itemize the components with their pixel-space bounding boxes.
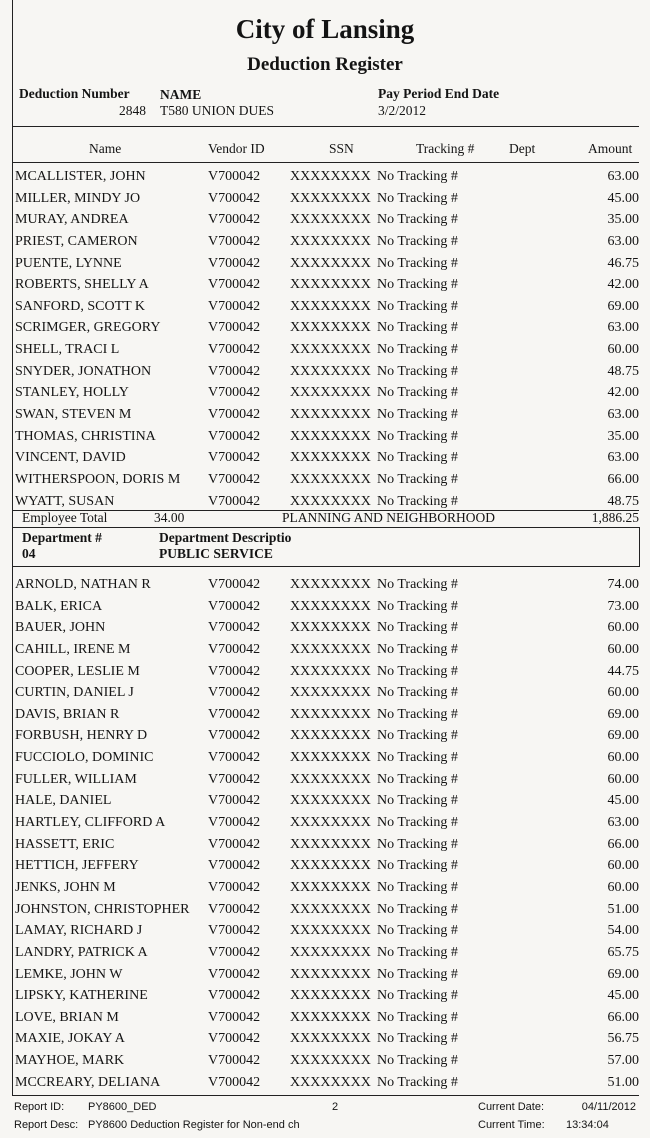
table-row <box>14 920 639 942</box>
table-row <box>14 574 639 596</box>
deduction-amount: 51.00 <box>607 901 639 917</box>
deduction-amount: 45.00 <box>607 190 639 206</box>
ssn-masked: XXXXXXXX <box>290 169 371 184</box>
employee-name: CAHILL, IRENE M <box>15 641 131 657</box>
vendor-id: V700042 <box>208 169 261 184</box>
tracking-number: No Tracking # <box>377 1031 458 1047</box>
tracking-number: No Tracking # <box>377 190 458 206</box>
ssn-masked: XXXXXXXX <box>290 577 371 592</box>
tracking-number: No Tracking # <box>377 901 458 917</box>
employee-name: ROBERTS, SHELLY A <box>15 277 149 293</box>
employee-name: MCALLISTER, JOHN <box>15 169 146 184</box>
table-row <box>14 1007 639 1029</box>
deduction-amount: 66.00 <box>607 836 639 852</box>
deduction-amount: 45.00 <box>607 793 639 809</box>
deduction-amount: 63.00 <box>607 450 639 466</box>
vendor-id: V700042 <box>208 858 261 874</box>
tracking-number: No Tracking # <box>377 577 458 592</box>
report-id-label: Report ID: <box>14 1101 65 1113</box>
current-time: 13:34:04 <box>566 1119 609 1131</box>
ssn-masked: XXXXXXXX <box>290 1074 371 1090</box>
tracking-number: No Tracking # <box>377 858 458 874</box>
ssn-masked: XXXXXXXX <box>290 966 371 982</box>
tracking-number: No Tracking # <box>377 1053 458 1069</box>
table-row <box>14 469 639 491</box>
tracking-number: No Tracking # <box>377 728 458 744</box>
ssn-masked: XXXXXXXX <box>290 685 371 701</box>
vendor-id: V700042 <box>208 233 261 249</box>
employee-name: LEMKE, JOHN W <box>15 966 123 982</box>
deduction-amount: 63.00 <box>607 320 639 336</box>
employee-name: SANFORD, SCOTT K <box>15 298 146 314</box>
employee-name: JOHNSTON, CHRISTOPHER <box>15 901 190 917</box>
col-header-amount: Amount <box>588 141 633 156</box>
column-header-rule <box>12 162 639 163</box>
table-row <box>14 899 639 921</box>
table-row <box>14 747 639 769</box>
tracking-number: No Tracking # <box>377 706 458 722</box>
tracking-number: No Tracking # <box>377 685 458 701</box>
ssn-masked: XXXXXXXX <box>290 706 371 722</box>
ssn-masked: XXXXXXXX <box>290 407 371 423</box>
table-row <box>14 1050 639 1072</box>
deduction-amount: 66.00 <box>607 1009 639 1025</box>
vendor-id: V700042 <box>208 277 261 293</box>
tracking-number: No Tracking # <box>377 407 458 423</box>
tracking-number: No Tracking # <box>377 620 458 636</box>
ssn-masked: XXXXXXXX <box>290 879 371 895</box>
employee-name: JENKS, JOHN M <box>15 879 116 895</box>
deduction-amount: 60.00 <box>607 750 639 766</box>
table-row <box>14 725 639 747</box>
employee-name: PUENTE, LYNNE <box>15 255 122 271</box>
ssn-masked: XXXXXXXX <box>290 641 371 657</box>
table-row <box>14 639 639 661</box>
employee-name: HALE, DANIEL <box>15 793 112 809</box>
tracking-number: No Tracking # <box>377 342 458 358</box>
left-margin-rule <box>12 0 13 1095</box>
vendor-id: V700042 <box>208 901 261 917</box>
vendor-id: V700042 <box>208 493 261 509</box>
employee-name: FORBUSH, HENRY D <box>15 728 148 744</box>
table-row <box>14 447 639 469</box>
employee-name: MURAY, ANDREA <box>15 212 129 228</box>
employee-name: CURTIN, DANIEL J <box>15 685 134 701</box>
vendor-id: V700042 <box>208 944 261 960</box>
table-row <box>14 361 639 383</box>
employee-name: LAMAY, RICHARD J <box>15 923 143 939</box>
tracking-number: No Tracking # <box>377 966 458 982</box>
ssn-masked: XXXXXXXX <box>290 190 371 206</box>
deduction-amount: 57.00 <box>607 1053 639 1069</box>
vendor-id: V700042 <box>208 320 261 336</box>
report-desc: PY8600 Deduction Register for Non-end ch <box>88 1119 300 1131</box>
deduction-amount: 54.00 <box>607 923 639 939</box>
tracking-number: No Tracking # <box>377 923 458 939</box>
table-row <box>14 855 639 877</box>
deduction-amount: 60.00 <box>607 620 639 636</box>
ssn-masked: XXXXXXXX <box>290 1009 371 1025</box>
tracking-number: No Tracking # <box>377 663 458 679</box>
deduction-amount: 65.75 <box>607 944 639 960</box>
employee-name: BAUER, JOHN <box>15 620 106 636</box>
vendor-id: V700042 <box>208 1074 261 1090</box>
department-box-right-rule <box>639 527 640 567</box>
tracking-number: No Tracking # <box>377 750 458 766</box>
employee-name: MAXIE, JOKAY A <box>15 1031 125 1047</box>
deduction-amount: 63.00 <box>607 169 639 184</box>
employee-name: PRIEST, CAMERON <box>15 233 138 249</box>
tracking-number: No Tracking # <box>377 363 458 379</box>
ssn-masked: XXXXXXXX <box>290 923 371 939</box>
pay-period-date: 3/2/2012 <box>378 103 427 118</box>
deduction-amount: 60.00 <box>607 858 639 874</box>
table-row <box>14 769 639 791</box>
table-row <box>14 942 639 964</box>
vendor-id: V700042 <box>208 641 261 657</box>
ssn-masked: XXXXXXXX <box>290 1053 371 1069</box>
vendor-id: V700042 <box>208 428 261 444</box>
employee-name: WYATT, SUSAN <box>15 493 115 509</box>
table-row <box>14 964 639 986</box>
vendor-id: V700042 <box>208 1031 261 1047</box>
deduction-amount: 63.00 <box>607 407 639 423</box>
col-header-vendor-id: Vendor ID <box>208 141 265 156</box>
table-row <box>14 426 639 448</box>
employee-name: FUCCIOLO, DOMINIC <box>15 750 154 766</box>
deduction-amount: 60.00 <box>607 771 639 787</box>
ssn-masked: XXXXXXXX <box>290 771 371 787</box>
vendor-id: V700042 <box>208 471 261 487</box>
ssn-masked: XXXXXXXX <box>290 728 371 744</box>
employee-name: DAVIS, BRIAN R <box>15 706 120 722</box>
vendor-id: V700042 <box>208 190 261 206</box>
table-row <box>14 404 639 426</box>
employee-name: ARNOLD, NATHAN R <box>15 577 151 592</box>
deduction-amount: 74.00 <box>607 577 639 592</box>
table-row <box>14 790 639 812</box>
employee-name: SWAN, STEVEN M <box>15 407 132 423</box>
employee-name: MILLER, MINDY JO <box>15 190 141 206</box>
col-header-dept: Dept <box>509 141 536 156</box>
ssn-masked: XXXXXXXX <box>290 233 371 249</box>
ssn-masked: XXXXXXXX <box>290 342 371 358</box>
tracking-number: No Tracking # <box>377 212 458 228</box>
employee-total-label: Employee Total <box>22 510 108 525</box>
deduction-amount: 51.00 <box>607 1074 639 1090</box>
table-row <box>14 617 639 639</box>
deduction-amount: 69.00 <box>607 298 639 314</box>
vendor-id: V700042 <box>208 966 261 982</box>
employee-total-count: 34.00 <box>154 510 185 525</box>
vendor-id: V700042 <box>208 577 261 592</box>
vendor-id: V700042 <box>208 407 261 423</box>
deduction-amount: 56.75 <box>607 1031 639 1047</box>
report-desc-label: Report Desc: <box>14 1119 79 1131</box>
table-row <box>14 682 639 704</box>
vendor-id: V700042 <box>208 793 261 809</box>
report-title: City of Lansing <box>235 14 415 44</box>
ssn-masked: XXXXXXXX <box>290 620 371 636</box>
department-description-label: Department Descriptio <box>159 530 292 545</box>
department-number-label: Department # <box>22 530 102 545</box>
vendor-id: V700042 <box>208 815 261 831</box>
ssn-masked: XXXXXXXX <box>290 1031 371 1047</box>
vendor-id: V700042 <box>208 1009 261 1025</box>
vendor-id: V700042 <box>208 255 261 271</box>
employee-name: HARTLEY, CLIFFORD A <box>15 815 166 831</box>
employee-name: LIPSKY, KATHERINE <box>15 988 148 1004</box>
employee-total-amount: 1,886.25 <box>591 510 639 525</box>
tracking-number: No Tracking # <box>377 836 458 852</box>
department-description: PUBLIC SERVICE <box>159 546 273 561</box>
tracking-number: No Tracking # <box>377 1074 458 1090</box>
table-row <box>14 812 639 834</box>
ssn-masked: XXXXXXXX <box>290 471 371 487</box>
table-row <box>14 704 639 726</box>
vendor-id: V700042 <box>208 750 261 766</box>
col-header-tracking: Tracking # <box>416 141 475 156</box>
table-row <box>14 209 639 231</box>
ssn-masked: XXXXXXXX <box>290 598 371 614</box>
ssn-masked: XXXXXXXX <box>290 858 371 874</box>
employee-name: FULLER, WILLIAM <box>15 771 137 787</box>
deduction-name: T580 UNION DUES <box>160 103 274 118</box>
table-row <box>14 166 639 188</box>
deduction-amount: 60.00 <box>607 342 639 358</box>
vendor-id: V700042 <box>208 988 261 1004</box>
deduction-table-group-2 <box>14 574 639 1093</box>
vendor-id: V700042 <box>208 836 261 852</box>
deduction-amount: 69.00 <box>607 966 639 982</box>
deduction-amount: 48.75 <box>607 493 639 509</box>
table-row <box>14 188 639 210</box>
employee-name: HETTICH, JEFFERY <box>15 858 139 874</box>
vendor-id: V700042 <box>208 706 261 722</box>
deduction-amount: 66.00 <box>607 471 639 487</box>
tracking-number: No Tracking # <box>377 793 458 809</box>
vendor-id: V700042 <box>208 385 261 401</box>
deduction-amount: 42.00 <box>607 277 639 293</box>
employee-name: VINCENT, DAVID <box>15 450 126 466</box>
deduction-amount: 44.75 <box>607 663 639 679</box>
ssn-masked: XXXXXXXX <box>290 255 371 271</box>
employee-name: MCCREARY, DELIANA <box>15 1074 161 1090</box>
ssn-masked: XXXXXXXX <box>290 385 371 401</box>
current-date: 04/11/2012 <box>581 1101 636 1113</box>
employee-total-department: PLANNING AND NEIGHBORHOOD <box>282 510 495 525</box>
tracking-number: No Tracking # <box>377 385 458 401</box>
deduction-number: 2848 <box>119 103 146 118</box>
employee-name: COOPER, LESLIE M <box>15 663 140 679</box>
ssn-masked: XXXXXXXX <box>290 450 371 466</box>
table-row <box>14 339 639 361</box>
table-row <box>14 296 639 318</box>
table-row <box>14 491 639 513</box>
report-id: PY8600_DED <box>88 1101 157 1113</box>
tracking-number: No Tracking # <box>377 471 458 487</box>
department-number: 04 <box>22 546 36 561</box>
employee-name: HASSETT, ERIC <box>15 836 115 852</box>
total-bottom-rule <box>12 527 639 528</box>
current-time-label: Current Time: <box>478 1119 545 1131</box>
ssn-masked: XXXXXXXX <box>290 944 371 960</box>
tracking-number: No Tracking # <box>377 320 458 336</box>
ssn-masked: XXXXXXXX <box>290 793 371 809</box>
header-rule <box>12 126 639 127</box>
deduction-table-group-1 <box>14 166 639 512</box>
tracking-number: No Tracking # <box>377 944 458 960</box>
tracking-number: No Tracking # <box>377 879 458 895</box>
employee-name: BALK, ERICA <box>15 598 103 614</box>
ssn-masked: XXXXXXXX <box>290 298 371 314</box>
vendor-id: V700042 <box>208 620 261 636</box>
deduction-number-label: Deduction Number <box>19 86 130 101</box>
table-row <box>14 661 639 683</box>
vendor-id: V700042 <box>208 663 261 679</box>
deduction-amount: 60.00 <box>607 641 639 657</box>
vendor-id: V700042 <box>208 212 261 228</box>
employee-name: SCRIMGER, GREGORY <box>15 320 161 336</box>
ssn-masked: XXXXXXXX <box>290 212 371 228</box>
vendor-id: V700042 <box>208 771 261 787</box>
page-number: 2 <box>332 1101 339 1113</box>
table-row <box>14 274 639 296</box>
tracking-number: No Tracking # <box>377 428 458 444</box>
tracking-number: No Tracking # <box>377 815 458 831</box>
vendor-id: V700042 <box>208 298 261 314</box>
vendor-id: V700042 <box>208 1053 261 1069</box>
ssn-masked: XXXXXXXX <box>290 428 371 444</box>
pay-period-label: Pay Period End Date <box>378 86 500 101</box>
table-row <box>14 834 639 856</box>
table-row <box>14 1072 639 1094</box>
ssn-masked: XXXXXXXX <box>290 988 371 1004</box>
employee-name: SNYDER, JONATHON <box>15 363 152 379</box>
deduction-amount: 60.00 <box>607 685 639 701</box>
table-row <box>14 1028 639 1050</box>
employee-name: LANDRY, PATRICK A <box>15 944 148 960</box>
deduction-amount: 63.00 <box>607 815 639 831</box>
tracking-number: No Tracking # <box>377 277 458 293</box>
deduction-amount: 42.00 <box>607 385 639 401</box>
table-row <box>14 382 639 404</box>
name-label: NAME <box>160 87 202 102</box>
ssn-masked: XXXXXXXX <box>290 663 371 679</box>
table-row <box>14 877 639 899</box>
employee-name: MAYHOE, MARK <box>15 1053 125 1069</box>
vendor-id: V700042 <box>208 598 261 614</box>
employee-name: WITHERSPOON, DORIS M <box>15 471 181 487</box>
tracking-number: No Tracking # <box>377 598 458 614</box>
ssn-masked: XXXXXXXX <box>290 277 371 293</box>
tracking-number: No Tracking # <box>377 771 458 787</box>
vendor-id: V700042 <box>208 923 261 939</box>
deduction-amount: 35.00 <box>607 428 639 444</box>
employee-name: SHELL, TRACI L <box>15 342 120 358</box>
employee-name: THOMAS, CHRISTINA <box>15 428 156 444</box>
deduction-amount: 48.75 <box>607 363 639 379</box>
table-row <box>14 317 639 339</box>
vendor-id: V700042 <box>208 450 261 466</box>
ssn-masked: XXXXXXXX <box>290 493 371 509</box>
tracking-number: No Tracking # <box>377 988 458 1004</box>
report-subtitle: Deduction Register <box>247 54 403 75</box>
department-rule <box>12 566 639 567</box>
ssn-masked: XXXXXXXX <box>290 836 371 852</box>
vendor-id: V700042 <box>208 685 261 701</box>
deduction-amount: 69.00 <box>607 728 639 744</box>
ssn-masked: XXXXXXXX <box>290 901 371 917</box>
tracking-number: No Tracking # <box>377 450 458 466</box>
col-header-name: Name <box>89 141 122 156</box>
table-row <box>14 596 639 618</box>
deduction-amount: 45.00 <box>607 988 639 1004</box>
deduction-amount: 73.00 <box>607 598 639 614</box>
vendor-id: V700042 <box>208 728 261 744</box>
ssn-masked: XXXXXXXX <box>290 320 371 336</box>
ssn-masked: XXXXXXXX <box>290 363 371 379</box>
vendor-id: V700042 <box>208 363 261 379</box>
ssn-masked: XXXXXXXX <box>290 815 371 831</box>
tracking-number: No Tracking # <box>377 1009 458 1025</box>
employee-name: STANLEY, HOLLY <box>15 385 129 401</box>
footer-rule <box>12 1095 639 1096</box>
tracking-number: No Tracking # <box>377 233 458 249</box>
tracking-number: No Tracking # <box>377 255 458 271</box>
vendor-id: V700042 <box>208 342 261 358</box>
col-header-ssn: SSN <box>329 141 354 156</box>
deduction-amount: 35.00 <box>607 212 639 228</box>
table-row <box>14 985 639 1007</box>
tracking-number: No Tracking # <box>377 641 458 657</box>
table-row <box>14 253 639 275</box>
current-date-label: Current Date: <box>478 1101 545 1113</box>
deduction-amount: 46.75 <box>607 255 639 271</box>
ssn-masked: XXXXXXXX <box>290 750 371 766</box>
vendor-id: V700042 <box>208 879 261 895</box>
tracking-number: No Tracking # <box>377 169 458 184</box>
deduction-amount: 63.00 <box>607 233 639 249</box>
tracking-number: No Tracking # <box>377 298 458 314</box>
table-row <box>14 231 639 253</box>
deduction-amount: 60.00 <box>607 879 639 895</box>
employee-name: LOVE, BRIAN M <box>15 1009 119 1025</box>
tracking-number: No Tracking # <box>377 493 458 509</box>
deduction-amount: 69.00 <box>607 706 639 722</box>
